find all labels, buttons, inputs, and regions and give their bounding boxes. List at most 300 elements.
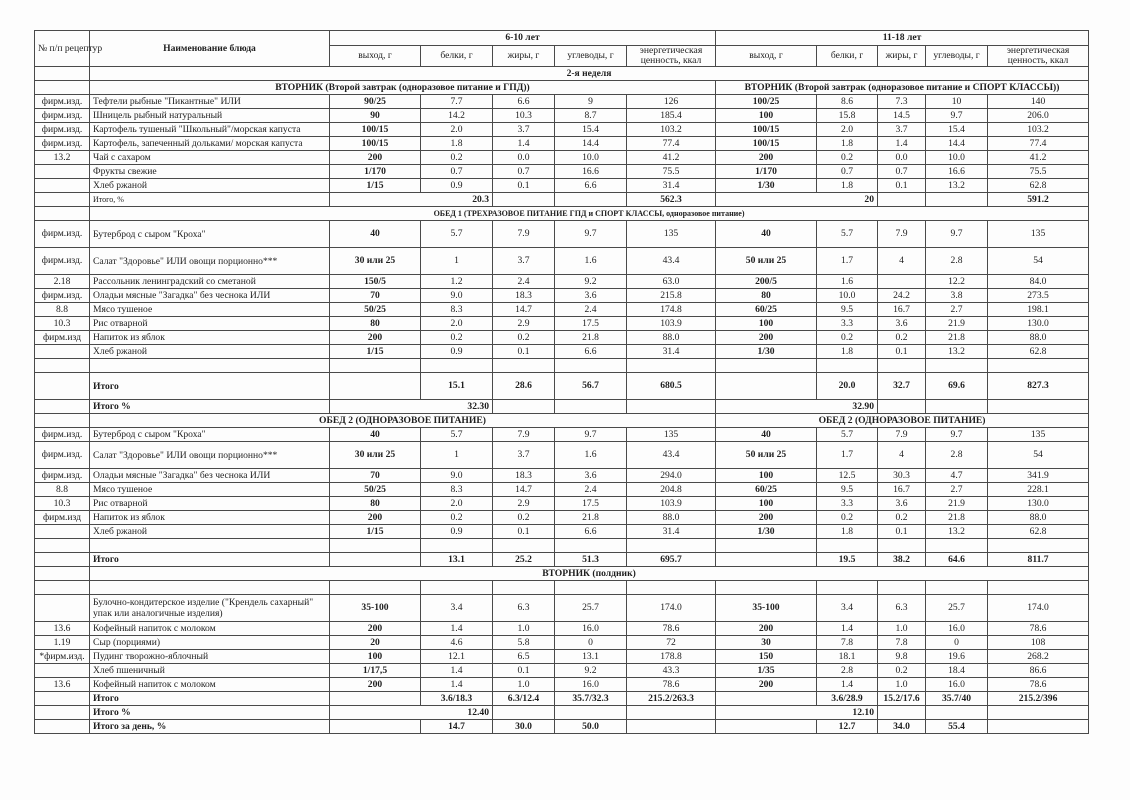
nutrient-b-2: 14.5 <box>878 109 926 123</box>
nutrient-a-2: 7.9 <box>493 221 555 248</box>
nutrient-b-3: 69.6 <box>926 373 988 400</box>
table-row <box>35 165 1089 179</box>
nutrient-b-3: 9.7 <box>926 109 988 123</box>
nutrient-a-1: 15.1 <box>421 373 493 400</box>
nutrient-a-2: 18.3 <box>493 289 555 303</box>
nutrient-a-1: 9.0 <box>421 289 493 303</box>
yield-a-0: 200 <box>330 151 421 165</box>
nutrient-a-3 <box>555 539 627 553</box>
nutrient-b-1: 1.8 <box>817 179 878 193</box>
recipe-number: фирм.изд. <box>35 221 90 248</box>
nutrient-b-2: 1.0 <box>878 678 926 692</box>
nutrient-a-3: 6.6 <box>555 525 627 539</box>
section-title-left: ОБЕД 2 (ОДНОРАЗОВОЕ ПИТАНИЕ) <box>90 414 716 428</box>
yield-b-0: 200 <box>716 511 817 525</box>
nutrient-b-1: 0.2 <box>817 331 878 345</box>
percent-value-b: 32.90 <box>716 400 878 414</box>
dish-name: Пудинг творожно-яблочный <box>90 650 330 664</box>
recipe-number <box>35 359 90 373</box>
nutrient-b-4: 62.8 <box>988 345 1089 359</box>
nutrient-a-2: 1.0 <box>493 622 555 636</box>
nutrient-a-3: 17.5 <box>555 497 627 511</box>
nutrient-a-3: 9.7 <box>555 428 627 442</box>
nutrient-a-4: 215.8 <box>627 289 716 303</box>
dish-name: Оладьи мясные "Загадка" без чеснока ИЛИ <box>90 469 330 483</box>
yield-a-0: 200 <box>330 331 421 345</box>
nutrient-a-4: 72 <box>627 636 716 650</box>
nutrient-b-4: 108 <box>988 636 1089 650</box>
nutrient-b-2: 0.7 <box>878 165 926 179</box>
yield-a-0: 30 или 25 <box>330 442 421 469</box>
nutrient-a-3: 6.6 <box>555 345 627 359</box>
nutrient-a-3: 3.6 <box>555 469 627 483</box>
nutrient-a-1: 2.0 <box>421 317 493 331</box>
nutrient-a-2 <box>493 539 555 553</box>
value-b-3 <box>926 193 988 207</box>
nutrient-a-1: 3.4 <box>421 595 493 622</box>
nutrient-b-3: 16.6 <box>926 165 988 179</box>
dish-name: Итого <box>90 373 330 400</box>
table-row <box>35 706 1089 720</box>
nutrient-b-4: 215.2/396 <box>988 692 1089 706</box>
nutrient-a-1: 1.8 <box>421 137 493 151</box>
nutrient-a-3: 16.0 <box>555 678 627 692</box>
table-row <box>35 151 1089 165</box>
nutrient-b-4: 75.5 <box>988 165 1089 179</box>
dish-name: Кофейный напиток с молоком <box>90 622 330 636</box>
empty-cell <box>35 567 90 581</box>
yield-b-0: 40 <box>716 221 817 248</box>
percent-value-a: 20.3 <box>330 193 493 207</box>
energy-b: 591.2 <box>988 193 1089 207</box>
nutrient-b-4: 130.0 <box>988 497 1089 511</box>
yield-b-0: 35-100 <box>716 595 817 622</box>
yield-a-0: 1/15 <box>330 525 421 539</box>
nutrient-a-2: 14.7 <box>493 303 555 317</box>
dish-name: Булочно-кондитерское изделие ("Крендель сахарный" упак или аналогичные изделия) <box>90 595 330 622</box>
yield-a-0: 100 <box>330 650 421 664</box>
nutrient-b-4 <box>988 359 1089 373</box>
nutrient-b-2: 7.3 <box>878 95 926 109</box>
nutrient-b-1: 1.7 <box>817 248 878 275</box>
section-title-left: ВТОРНИК (Второй завтрак (одноразовое питание и ГПД)) <box>90 81 716 95</box>
nutrient-b-4: 827.3 <box>988 373 1089 400</box>
nutrient-b-3: 16.0 <box>926 622 988 636</box>
header-sub-2: жиры, г <box>878 46 926 67</box>
nutrient-b-4: 62.8 <box>988 525 1089 539</box>
yield-b-0: 50 или 25 <box>716 442 817 469</box>
nutrient-a-3: 9.2 <box>555 275 627 289</box>
nutrient-b-3: 21.9 <box>926 497 988 511</box>
nutrient-b-2: 4 <box>878 442 926 469</box>
nutrient-a-3: 3.6 <box>555 289 627 303</box>
nutrient-b-3: 21.8 <box>926 331 988 345</box>
yield-b-0: 100/25 <box>716 95 817 109</box>
yield-b-0: 200 <box>716 331 817 345</box>
header-sub-2: жиры, г <box>493 46 555 67</box>
table-row <box>35 248 1089 275</box>
nutrient-b-3: 15.4 <box>926 123 988 137</box>
nutrient-b-2: 0.2 <box>878 331 926 345</box>
recipe-number: фирм.изд <box>35 511 90 525</box>
dish-name: Напиток из яблок <box>90 511 330 525</box>
nutrient-a-4: 135 <box>627 221 716 248</box>
yield-a-0: 1/15 <box>330 345 421 359</box>
nutrient-b-1: 2.0 <box>817 123 878 137</box>
yield-a-0: 40 <box>330 428 421 442</box>
nutrient-a-1 <box>421 359 493 373</box>
nutrient-a-2: 6.6 <box>493 95 555 109</box>
nutrient-b-1 <box>817 581 878 595</box>
percent-value-b: 12.10 <box>716 706 878 720</box>
recipe-number: фирм.изд. <box>35 428 90 442</box>
nutrient-a-2: 0.7 <box>493 165 555 179</box>
nutrient-b-4: 78.6 <box>988 678 1089 692</box>
nutrient-a-4: 103.9 <box>627 317 716 331</box>
nutrient-b-2: 30.3 <box>878 469 926 483</box>
nutrient-b-2: 0.0 <box>878 151 926 165</box>
nutrient-b-4: 84.0 <box>988 275 1089 289</box>
nutrient-a-2: 3.7 <box>493 248 555 275</box>
yield-b-0: 1/30 <box>716 525 817 539</box>
recipe-number: фирм.изд. <box>35 442 90 469</box>
nutrient-a-2: 3.7 <box>493 123 555 137</box>
nutrient-a-1: 0.7 <box>421 165 493 179</box>
nutrient-b-4: 54 <box>988 442 1089 469</box>
nutrient-b-3: 14.4 <box>926 137 988 151</box>
nutrient-b-3: 13.2 <box>926 525 988 539</box>
recipe-number: фирм.изд. <box>35 248 90 275</box>
nutrient-b-4: 88.0 <box>988 331 1089 345</box>
dish-name: Фрукты свежие <box>90 165 330 179</box>
yield-b-0: 100 <box>716 109 817 123</box>
recipe-number <box>35 400 90 414</box>
recipe-number <box>35 706 90 720</box>
table-row <box>35 511 1089 525</box>
nutrient-b-1: 12.7 <box>817 720 878 734</box>
nutrient-a-2: 1.4 <box>493 137 555 151</box>
dish-name: Итого за день, % <box>90 720 330 734</box>
nutrient-b-4: 273.5 <box>988 289 1089 303</box>
nutrient-b-2: 16.7 <box>878 303 926 317</box>
section-title: ОБЕД 1 (ТРЕХРАЗОВОЕ ПИТАНИЕ ГПД и СПОРТ КЛАССЫ, одноразовое питание) <box>90 207 1089 221</box>
dish-name: Итого <box>90 692 330 706</box>
yield-b-0 <box>716 581 817 595</box>
nutrient-b-4: 135 <box>988 221 1089 248</box>
table-row <box>35 442 1089 469</box>
energy-a <box>627 706 716 720</box>
nutrient-a-2: 5.8 <box>493 636 555 650</box>
table-row <box>35 275 1089 289</box>
yield-a-0: 1/17,5 <box>330 664 421 678</box>
nutrient-a-4: 135 <box>627 428 716 442</box>
nutrient-b-3: 2.7 <box>926 303 988 317</box>
nutrient-b-2: 0.1 <box>878 345 926 359</box>
nutrient-b-4: 54 <box>988 248 1089 275</box>
yield-b-0: 100 <box>716 469 817 483</box>
nutrient-b-2: 15.2/17.6 <box>878 692 926 706</box>
nutrient-b-1: 1.8 <box>817 137 878 151</box>
nutrient-b-3: 25.7 <box>926 595 988 622</box>
recipe-number: фирм.изд. <box>35 469 90 483</box>
nutrient-b-3: 10 <box>926 95 988 109</box>
value-b-2 <box>878 400 926 414</box>
nutrient-b-3: 3.8 <box>926 289 988 303</box>
dish-name: Напиток из яблок <box>90 331 330 345</box>
nutrient-a-2: 10.3 <box>493 109 555 123</box>
nutrient-a-3: 21.8 <box>555 331 627 345</box>
yield-b-0: 200 <box>716 151 817 165</box>
value-b-3 <box>926 706 988 720</box>
nutrient-b-4 <box>988 720 1089 734</box>
nutrient-b-4: 88.0 <box>988 511 1089 525</box>
table-row <box>35 622 1089 636</box>
nutrient-b-3: 10.0 <box>926 151 988 165</box>
nutrient-b-2: 24.2 <box>878 289 926 303</box>
dish-name: Хлеб ржаной <box>90 345 330 359</box>
nutrient-b-1: 8.6 <box>817 95 878 109</box>
yield-a-0: 90/25 <box>330 95 421 109</box>
yield-b-0: 30 <box>716 636 817 650</box>
nutrient-b-4: 341.9 <box>988 469 1089 483</box>
dish-name: Картофель, запеченный дольками/ морская капуста <box>90 137 330 151</box>
section-title-right: ВТОРНИК (Второй завтрак (одноразовое питание и СПОРТ КЛАССЫ)) <box>716 81 1089 95</box>
nutrient-a-2: 0.1 <box>493 664 555 678</box>
section-title: ВТОРНИК (полдник) <box>90 567 1089 581</box>
yield-a-0: 150/5 <box>330 275 421 289</box>
table-row <box>35 359 1089 373</box>
nutrient-a-2: 0.2 <box>493 511 555 525</box>
yield-b-0: 150 <box>716 650 817 664</box>
nutrient-a-1: 14.2 <box>421 109 493 123</box>
nutrient-a-3: 35.7/32.3 <box>555 692 627 706</box>
dish-name: Рис отварной <box>90 497 330 511</box>
nutrient-a-4: 695.7 <box>627 553 716 567</box>
nutrient-b-4: 198.1 <box>988 303 1089 317</box>
nutrient-a-3: 1.6 <box>555 442 627 469</box>
table-row <box>35 595 1089 622</box>
nutrient-a-1: 9.0 <box>421 469 493 483</box>
table-row <box>35 678 1089 692</box>
nutrient-a-3: 50.0 <box>555 720 627 734</box>
table-row <box>35 123 1089 137</box>
nutrient-a-2: 25.2 <box>493 553 555 567</box>
nutrient-a-1: 5.7 <box>421 428 493 442</box>
nutrient-b-2 <box>878 359 926 373</box>
empty-cell <box>35 414 90 428</box>
recipe-number <box>35 193 90 207</box>
table-row <box>35 221 1089 248</box>
value-b-3 <box>926 400 988 414</box>
nutrient-a-3: 17.5 <box>555 317 627 331</box>
nutrient-b-3 <box>926 581 988 595</box>
nutrient-a-3: 8.7 <box>555 109 627 123</box>
nutrient-b-2: 3.6 <box>878 317 926 331</box>
energy-a <box>627 400 716 414</box>
recipe-number: фирм.изд. <box>35 123 90 137</box>
nutrient-a-2: 18.3 <box>493 469 555 483</box>
nutrient-a-4: 31.4 <box>627 345 716 359</box>
table-row <box>35 317 1089 331</box>
nutrient-a-2: 28.6 <box>493 373 555 400</box>
recipe-number <box>35 664 90 678</box>
nutrient-a-1: 0.2 <box>421 331 493 345</box>
recipe-number: 1.19 <box>35 636 90 650</box>
value-a-2 <box>493 400 555 414</box>
nutrient-a-2: 6.5 <box>493 650 555 664</box>
value-a-3 <box>555 706 627 720</box>
recipe-number <box>35 581 90 595</box>
dish-name: Мясо тушеное <box>90 303 330 317</box>
nutrient-b-4: 77.4 <box>988 137 1089 151</box>
yield-a-0 <box>330 720 421 734</box>
nutrient-b-1: 1.4 <box>817 622 878 636</box>
dish-name: Рис отварной <box>90 317 330 331</box>
empty-cell <box>35 207 90 221</box>
dish-name: Итого % <box>90 706 330 720</box>
recipe-number: 8.8 <box>35 483 90 497</box>
yield-b-0: 100/15 <box>716 123 817 137</box>
nutrient-a-3: 1.6 <box>555 248 627 275</box>
nutrient-b-1: 12.5 <box>817 469 878 483</box>
header-recipe-number: № п/п рецептур <box>35 31 90 67</box>
nutrient-b-3: 21.9 <box>926 317 988 331</box>
nutrient-b-1: 18.1 <box>817 650 878 664</box>
dish-name: Итого, % <box>90 193 330 207</box>
nutrient-a-1: 14.7 <box>421 720 493 734</box>
nutrient-a-2: 6.3/12.4 <box>493 692 555 706</box>
nutrient-b-3: 13.2 <box>926 345 988 359</box>
section-title-row <box>35 567 1089 581</box>
recipe-number <box>35 165 90 179</box>
nutrient-a-3: 0 <box>555 636 627 650</box>
nutrient-b-3: 2.8 <box>926 442 988 469</box>
yield-b-0: 100 <box>716 497 817 511</box>
nutrient-b-1: 1.6 <box>817 275 878 289</box>
dish-name: Салат "Здоровье" ИЛИ овощи порционно*** <box>90 248 330 275</box>
section-title-row <box>35 414 1089 428</box>
yield-b-0: 100 <box>716 317 817 331</box>
yield-a-0: 80 <box>330 497 421 511</box>
nutrient-a-1: 13.1 <box>421 553 493 567</box>
nutrient-a-4 <box>627 359 716 373</box>
nutrient-a-1: 5.7 <box>421 221 493 248</box>
nutrient-a-4: 77.4 <box>627 137 716 151</box>
nutrient-a-4: 43.4 <box>627 442 716 469</box>
nutrient-b-4: 86.6 <box>988 664 1089 678</box>
nutrient-a-2: 0.1 <box>493 179 555 193</box>
table-row <box>35 428 1089 442</box>
dish-name: Хлеб ржаной <box>90 179 330 193</box>
nutrient-a-1: 8.3 <box>421 303 493 317</box>
section-title-row <box>35 207 1089 221</box>
table-row <box>35 179 1089 193</box>
nutrient-b-1 <box>817 359 878 373</box>
nutrient-a-3: 2.4 <box>555 483 627 497</box>
nutrient-a-3: 16.6 <box>555 165 627 179</box>
nutrient-b-2: 6.3 <box>878 595 926 622</box>
yield-a-0: 200 <box>330 622 421 636</box>
nutrient-b-3: 55.4 <box>926 720 988 734</box>
dish-name: Тефтели рыбные "Пикантные" ИЛИ <box>90 95 330 109</box>
nutrient-b-2 <box>878 581 926 595</box>
nutrient-b-2: 38.2 <box>878 553 926 567</box>
dish-name: Бутерброд с сыром "Кроха" <box>90 221 330 248</box>
nutrient-a-3: 10.0 <box>555 151 627 165</box>
nutrient-a-3: 15.4 <box>555 123 627 137</box>
nutrient-a-4: 103.9 <box>627 497 716 511</box>
nutrient-a-2 <box>493 581 555 595</box>
header-age-6-10: 6-10 лет <box>330 31 716 46</box>
yield-b-0: 200 <box>716 678 817 692</box>
recipe-number: 10.3 <box>35 317 90 331</box>
percent-value-a: 32.30 <box>330 400 493 414</box>
nutrient-a-1: 1 <box>421 442 493 469</box>
nutrient-b-4: 174.0 <box>988 595 1089 622</box>
nutrient-b-4: 206.0 <box>988 109 1089 123</box>
yield-a-0: 200 <box>330 511 421 525</box>
yield-a-0: 40 <box>330 221 421 248</box>
nutrient-a-1: 0.9 <box>421 179 493 193</box>
table-row <box>35 720 1089 734</box>
dish-name <box>90 539 330 553</box>
yield-a-0: 70 <box>330 469 421 483</box>
nutrient-b-3: 12.2 <box>926 275 988 289</box>
dish-name: Сыр (порциями) <box>90 636 330 650</box>
header-sub-3: углеводы, г <box>555 46 627 67</box>
nutrient-a-2: 6.3 <box>493 595 555 622</box>
recipe-number: фирм.изд. <box>35 109 90 123</box>
nutrient-a-2: 1.0 <box>493 678 555 692</box>
recipe-number <box>35 692 90 706</box>
dish-name: Шницель рыбный натуральный <box>90 109 330 123</box>
nutrient-b-1: 5.7 <box>817 428 878 442</box>
dish-name: Хлеб пшеничный <box>90 664 330 678</box>
yield-b-0: 80 <box>716 289 817 303</box>
nutrient-a-3: 21.8 <box>555 511 627 525</box>
nutrient-a-3: 2.4 <box>555 303 627 317</box>
nutrient-b-1: 0.2 <box>817 511 878 525</box>
header-sub-3: углеводы, г <box>926 46 988 67</box>
nutrient-a-4: 31.4 <box>627 179 716 193</box>
dish-name <box>90 359 330 373</box>
nutrient-a-4: 103.2 <box>627 123 716 137</box>
table-row <box>35 303 1089 317</box>
nutrient-a-3: 51.3 <box>555 553 627 567</box>
table-row <box>35 664 1089 678</box>
nutrient-a-4: 88.0 <box>627 511 716 525</box>
nutrient-b-3: 9.7 <box>926 221 988 248</box>
nutrient-a-3 <box>555 581 627 595</box>
nutrient-b-3: 13.2 <box>926 179 988 193</box>
yield-a-0 <box>330 373 421 400</box>
table-row <box>35 109 1089 123</box>
table-row <box>35 373 1089 400</box>
yield-a-0: 70 <box>330 289 421 303</box>
table-row <box>35 193 1089 207</box>
nutrient-a-3: 14.4 <box>555 137 627 151</box>
nutrient-b-2: 3.6 <box>878 497 926 511</box>
nutrient-a-1: 1.2 <box>421 275 493 289</box>
value-a-2 <box>493 193 555 207</box>
nutrient-a-4: 88.0 <box>627 331 716 345</box>
nutrient-a-3: 25.7 <box>555 595 627 622</box>
recipe-number: фирм.изд. <box>35 95 90 109</box>
nutrient-b-2: 9.8 <box>878 650 926 664</box>
section-title-right: ОБЕД 2 (ОДНОРАЗОВОЕ ПИТАНИЕ) <box>716 414 1089 428</box>
yield-a-0: 20 <box>330 636 421 650</box>
nutrient-a-2: 14.7 <box>493 483 555 497</box>
